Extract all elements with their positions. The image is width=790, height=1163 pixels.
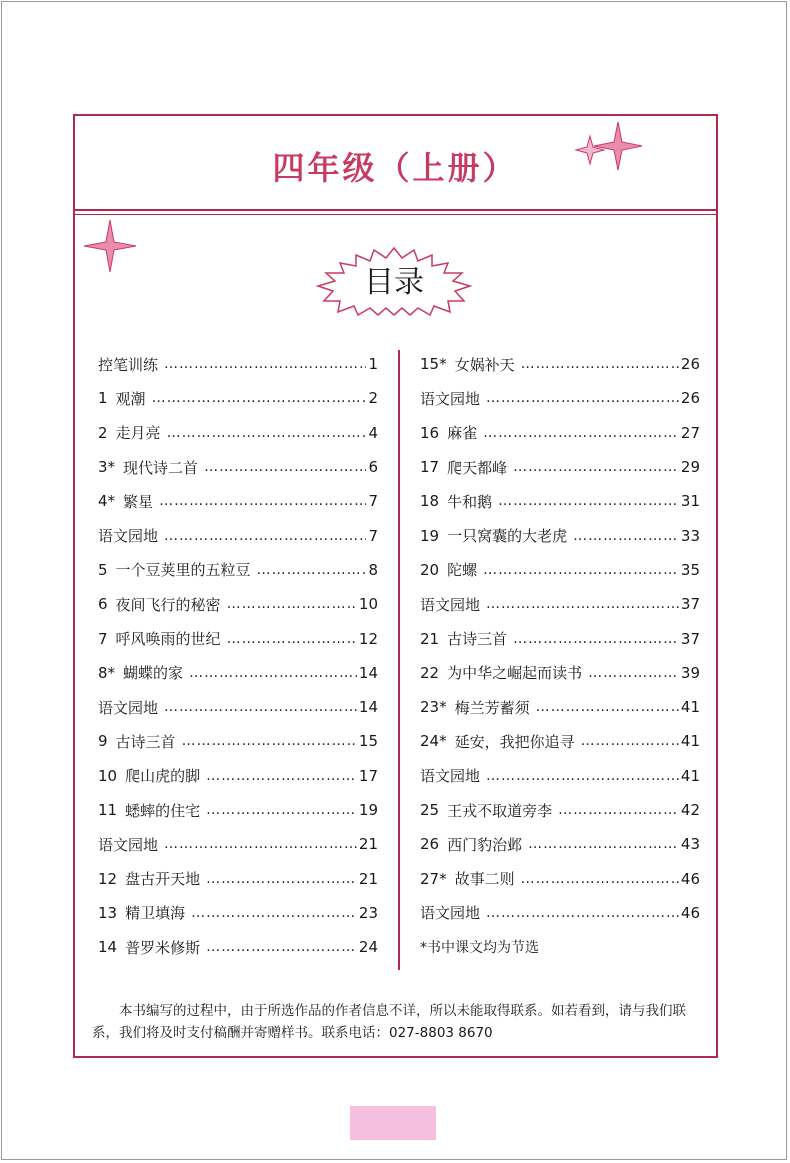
toc-leader-dots bbox=[164, 528, 366, 544]
toc-leader-dots bbox=[164, 836, 357, 852]
toc-leader-dots bbox=[206, 939, 357, 955]
toc-entry[interactable] bbox=[98, 896, 378, 930]
header-rule-bottom bbox=[75, 214, 716, 215]
toc-entry-title: 延安，我把你追寻 bbox=[454, 732, 575, 751]
toc-entry[interactable] bbox=[98, 518, 378, 552]
toc-leader-dots bbox=[588, 665, 679, 681]
toc-entry-page: 37 bbox=[680, 595, 700, 614]
toc-leader-dots bbox=[486, 905, 679, 921]
toc-entry[interactable] bbox=[98, 861, 378, 895]
toc-entry-number: 18 bbox=[420, 492, 440, 511]
toc-entry-number: 3* bbox=[98, 458, 116, 477]
toc-entry-page: 6 bbox=[368, 458, 378, 477]
toc-leader-dots bbox=[486, 596, 679, 612]
toc-entry-number: 15* bbox=[420, 355, 447, 374]
toc-entry-page: 43 bbox=[680, 835, 700, 854]
toc-entry-title: 梅兰芳蓄须 bbox=[454, 698, 530, 717]
toc-entry-title: 呼风唤雨的世纪 bbox=[115, 630, 221, 649]
toc-entry[interactable] bbox=[98, 416, 378, 450]
toc-entry-page: 7 bbox=[368, 492, 378, 511]
toc-entry-title: 蟋蟀的住宅 bbox=[125, 801, 201, 820]
toc-entry[interactable] bbox=[98, 553, 378, 587]
toc-entry[interactable] bbox=[420, 759, 700, 793]
toc-entry-number: 2 bbox=[98, 423, 108, 442]
toc-leader-dots bbox=[206, 871, 357, 887]
toc-entry-page: 31 bbox=[680, 492, 700, 511]
toc-entry-title: 语文园地 bbox=[420, 389, 481, 408]
toc-entry[interactable] bbox=[98, 587, 378, 621]
toc-entry-title: 繁星 bbox=[123, 492, 154, 511]
toc-entry[interactable] bbox=[98, 484, 378, 518]
toc-entry-number: 11 bbox=[98, 801, 118, 819]
toc-leader-dots bbox=[536, 699, 679, 715]
toc-entry-title: 语文园地 bbox=[98, 835, 159, 854]
toc-entry[interactable] bbox=[420, 724, 700, 758]
toc-entry[interactable] bbox=[420, 827, 700, 861]
toc-entry-number: 26 bbox=[420, 835, 440, 854]
toc-leader-dots bbox=[204, 459, 366, 475]
toc-entry-title: 夜间飞行的秘密 bbox=[115, 595, 221, 614]
toc-entry[interactable] bbox=[420, 484, 700, 518]
toc-entry[interactable] bbox=[420, 690, 700, 724]
page-tab bbox=[350, 1106, 436, 1140]
toc-entry-title: 蝴蝶的家 bbox=[123, 664, 184, 683]
toc-heading-starburst bbox=[312, 246, 476, 316]
toc-entry-number: 10 bbox=[98, 766, 118, 785]
sparkle-icon bbox=[82, 218, 138, 274]
toc-entry[interactable] bbox=[420, 518, 700, 552]
toc-entry-page: 26 bbox=[680, 389, 700, 408]
toc-entry-page: 12 bbox=[358, 629, 378, 648]
header-rule-top bbox=[75, 209, 716, 211]
toc-entry-number: 8* bbox=[98, 663, 116, 682]
toc-entry-number: 21 bbox=[420, 629, 440, 648]
toc-leader-dots bbox=[486, 390, 679, 406]
toc-entry-title: 语文园地 bbox=[420, 595, 481, 614]
toc-entry-title: 语文园地 bbox=[420, 904, 481, 923]
toc-entry[interactable] bbox=[98, 724, 378, 758]
toc-entry-number: 16 bbox=[420, 423, 440, 442]
toc-entry-page: 39 bbox=[680, 663, 700, 682]
toc-entry-page: 33 bbox=[680, 526, 700, 545]
toc-entry[interactable] bbox=[420, 621, 700, 655]
toc-entry-number: 5 bbox=[98, 560, 108, 579]
toc-entry[interactable] bbox=[420, 656, 700, 690]
toc-entry-title: 盘古开天地 bbox=[125, 870, 201, 889]
toc-heading: 目录 bbox=[364, 265, 424, 300]
toc-entry-page: 7 bbox=[368, 526, 378, 545]
toc-entry-page: 46 bbox=[680, 903, 700, 922]
toc-leader-dots bbox=[206, 802, 357, 818]
toc-leader-dots bbox=[521, 871, 679, 887]
page-title: 四年级（上册） bbox=[272, 149, 518, 187]
toc-entry-page: 21 bbox=[358, 835, 378, 854]
toc-entry[interactable] bbox=[420, 416, 700, 450]
toc-right-column bbox=[420, 347, 700, 964]
toc-entry-page: 2 bbox=[368, 389, 378, 408]
toc-leader-dots bbox=[182, 733, 357, 749]
toc-entry-page: 19 bbox=[358, 801, 378, 819]
toc-entry-title: 爬山虎的脚 bbox=[125, 767, 201, 786]
toc-leader-dots bbox=[227, 631, 357, 647]
toc-entry-title: 牛和鹅 bbox=[447, 492, 493, 511]
toc-entry-number: 9 bbox=[98, 732, 108, 751]
toc-entry-number: 20 bbox=[420, 560, 440, 579]
toc-footnote: *书中课文均为节选 bbox=[420, 940, 539, 957]
toc-entry[interactable] bbox=[420, 587, 700, 621]
toc-entry-page: 1 bbox=[368, 355, 378, 374]
toc-entry-page: 21 bbox=[358, 869, 378, 888]
toc-leader-dots bbox=[483, 425, 679, 441]
toc-leader-dots bbox=[152, 390, 366, 406]
toc-entry-page: 10 bbox=[358, 595, 378, 614]
copyright-notice: 本书编写的过程中，由于所选作品的作者信息不详，所以未能取得联系。如若看到，请与我们联系，我们将及时支付稿酬并寄赠样书。联系电话：027-8803 8670 bbox=[92, 1003, 686, 1041]
toc-entry-page: 8 bbox=[368, 560, 378, 579]
toc-leader-dots bbox=[257, 562, 366, 578]
toc-entry[interactable] bbox=[98, 347, 378, 381]
toc-entry-title: 西门豹治邺 bbox=[447, 835, 523, 854]
toc-entry[interactable] bbox=[420, 553, 700, 587]
toc-entry-title: 陀螺 bbox=[447, 561, 478, 580]
toc-entry-number: 6 bbox=[98, 595, 108, 614]
toc-entry-number: 27* bbox=[420, 869, 447, 888]
toc-entry-number: 23* bbox=[420, 698, 447, 717]
toc-leader-dots bbox=[227, 596, 357, 612]
toc-entry-number: 22 bbox=[420, 663, 440, 682]
toc-leader-dots bbox=[498, 493, 679, 509]
toc-entry-title: 语文园地 bbox=[420, 767, 481, 786]
toc-entry-title: 一只窝囊的大老虎 bbox=[447, 527, 568, 546]
toc-entry-title: 一个豆荚里的五粒豆 bbox=[115, 561, 251, 580]
toc-entry-page: 46 bbox=[680, 869, 700, 888]
toc-entry-page: 27 bbox=[680, 423, 700, 442]
toc-entry-number: 1 bbox=[98, 389, 108, 408]
toc-leader-dots bbox=[558, 802, 679, 818]
toc-entry[interactable] bbox=[420, 793, 700, 827]
toc-entry-title: 故事二则 bbox=[454, 870, 515, 889]
toc-entry-title: 王戎不取道旁李 bbox=[447, 801, 553, 820]
toc-entry-title: 古诗三首 bbox=[115, 732, 176, 751]
toc-leader-dots bbox=[528, 836, 679, 852]
toc-entry-page: 26 bbox=[680, 355, 700, 374]
toc-leader-dots bbox=[521, 356, 679, 372]
toc-leader-dots bbox=[164, 699, 357, 715]
toc-entry-title: 精卫填海 bbox=[125, 904, 186, 923]
toc-leader-dots bbox=[513, 631, 679, 647]
toc-entry-number: 14 bbox=[98, 938, 118, 957]
toc-entry[interactable] bbox=[420, 450, 700, 484]
toc-entry-page: 41 bbox=[680, 732, 700, 751]
toc-entry-page: 41 bbox=[680, 766, 700, 785]
toc-leader-dots bbox=[483, 562, 679, 578]
toc-entry[interactable] bbox=[98, 793, 378, 827]
toc-entry[interactable] bbox=[98, 827, 378, 861]
toc-leader-dots bbox=[486, 768, 679, 784]
toc-entry-title: 爬天都峰 bbox=[447, 458, 508, 477]
toc-entry-number: 13 bbox=[98, 903, 118, 922]
toc-entry-page: 23 bbox=[358, 903, 378, 922]
toc-entry-page: 42 bbox=[680, 801, 700, 819]
toc-entry-title: 观潮 bbox=[115, 389, 146, 408]
toc-entry-number: 24* bbox=[420, 732, 447, 751]
toc-entry-title: 走月亮 bbox=[115, 424, 161, 443]
toc-entry-page: 14 bbox=[358, 698, 378, 717]
toc-entry-page: 37 bbox=[680, 629, 700, 648]
toc-entry[interactable] bbox=[98, 930, 378, 964]
toc-entry-title: 控笔训练 bbox=[98, 355, 159, 374]
toc-entry-page: 14 bbox=[358, 663, 378, 682]
toc-leader-dots bbox=[191, 905, 357, 921]
toc-leader-dots bbox=[164, 356, 366, 372]
toc-entry-number: 7 bbox=[98, 629, 108, 648]
toc-entry-title: 古诗三首 bbox=[447, 630, 508, 649]
toc-entry[interactable] bbox=[98, 450, 378, 484]
toc-entry[interactable] bbox=[98, 759, 378, 793]
toc-entry-number: 19 bbox=[420, 526, 440, 545]
toc-entry-title: 普罗米修斯 bbox=[125, 938, 201, 957]
toc-entry-page: 17 bbox=[358, 766, 378, 785]
toc-entry-title: 麻雀 bbox=[447, 424, 478, 443]
toc-entry[interactable] bbox=[98, 690, 378, 724]
toc-entry[interactable] bbox=[420, 381, 700, 415]
toc-leader-dots bbox=[159, 493, 366, 509]
toc-entry[interactable] bbox=[420, 861, 700, 895]
toc-entry-number: 17 bbox=[420, 458, 440, 477]
toc-left-column bbox=[98, 347, 378, 964]
toc-entry-title: 语文园地 bbox=[98, 698, 159, 717]
toc-entry-title: 为中华之崛起而读书 bbox=[447, 664, 583, 683]
toc-leader-dots bbox=[189, 665, 357, 681]
column-divider bbox=[398, 350, 400, 970]
toc-entry-page: 24 bbox=[358, 938, 378, 957]
toc-entry-page: 4 bbox=[368, 423, 378, 442]
toc-entry-page: 29 bbox=[680, 458, 700, 477]
toc-leader-dots bbox=[513, 459, 679, 475]
toc-entry[interactable] bbox=[420, 896, 700, 930]
toc-leader-dots bbox=[573, 528, 679, 544]
toc-entry[interactable] bbox=[98, 381, 378, 415]
toc-entry-number: 12 bbox=[98, 869, 118, 888]
toc-leader-dots bbox=[167, 425, 366, 441]
toc-entry[interactable] bbox=[98, 621, 378, 655]
toc-leader-dots bbox=[206, 768, 357, 784]
toc-entry-page: 15 bbox=[358, 732, 378, 751]
toc-entry-page: 41 bbox=[680, 698, 700, 717]
toc-entry-title: 女娲补天 bbox=[454, 355, 515, 374]
toc-entry-number: 25 bbox=[420, 801, 440, 819]
toc-entry-number: 4* bbox=[98, 492, 116, 511]
toc-entry-title: 语文园地 bbox=[98, 527, 159, 546]
toc-entry[interactable] bbox=[420, 347, 700, 381]
sparkle-icon bbox=[570, 118, 646, 174]
toc-entry-title: 现代诗二首 bbox=[123, 458, 199, 477]
toc-entry[interactable] bbox=[98, 656, 378, 690]
toc-entry-page: 35 bbox=[680, 560, 700, 579]
toc-leader-dots bbox=[581, 733, 679, 749]
